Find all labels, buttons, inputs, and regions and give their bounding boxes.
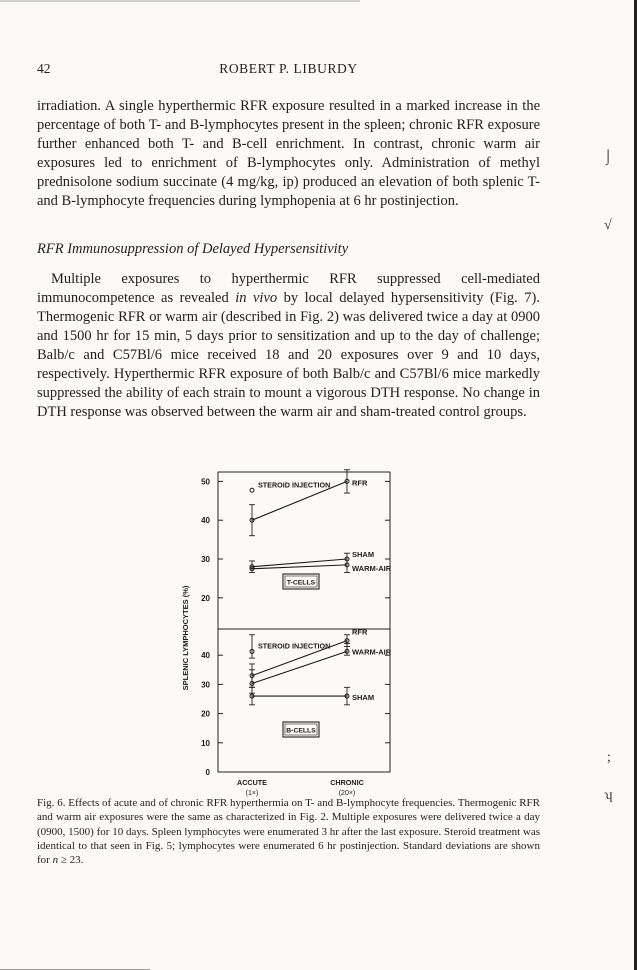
page-number: 42 — [37, 61, 51, 76]
panel-label: B-CELLS — [286, 727, 316, 735]
y-tick-label: 20 — [201, 709, 210, 719]
paragraph-2-text-b: by local delayed hypersensitivity (Fig. 7). Thermogenic RFR or warm air (described in Fig. 2) was delivered twice a day at 0900 and 1500 hr for 15 min, 5 days prior to sensitization and up to the day of challenge; Balb/c and C57Bl/6 mice received 18 and 20 exposures over 9 and 10 days, respectively. Hyperthermic RFR exposure of both Balb/c and C57Bl/6 mice markedly suppressed the ability of each strain to mount a vigorous DTH response. No change in DTH response was observed between the warm air and sham-treated control groups. — [37, 290, 540, 420]
y-tick-label: 0 — [205, 768, 210, 777]
series-label: SHAM — [352, 550, 375, 559]
y-tick-label: 10 — [201, 738, 210, 748]
caption-text-b: ≥ 23. — [58, 854, 84, 867]
caption-prefix: Fig. 6. — [37, 797, 66, 809]
caption-text-a: Effects of acute and of chronic RFR hyperthermia on T- and B-lymphocyte frequencies. Thermogenic RFR and warm air exposures were the same as characterized in Fig. 2. Multiple exposures were delivered twice a day (0900, 1500) for 10 days. Spleen lymphocytes were enumerated 3 hr after the last exposure. Steroid treatment was identical to that seen in Fig. 5; lymphocytes were enumerated 6 hr postinjection. Standard deviations are shown for — [37, 797, 540, 867]
x-tick-sublabel: (1×) — [245, 790, 259, 797]
figure-6 — [170, 468, 410, 808]
series-line — [252, 651, 347, 683]
series-label: SHAM — [352, 693, 375, 703]
series-label: WARM-AIR — [352, 563, 392, 573]
figure-caption — [37, 796, 540, 867]
steroid-annotation: STEROID INJECTION — [258, 480, 331, 490]
steroid-point — [250, 488, 254, 492]
paragraph-2-text-a: Multiple exposures to hyperthermic RFR suppressed cell-mediated immunocompetence as revealed — [37, 271, 540, 306]
margin-mark-3: ; — [607, 750, 611, 765]
margin-mark-4: ʮ — [604, 788, 613, 803]
y-tick-label: 30 — [201, 680, 210, 690]
series-label: RFR — [352, 627, 368, 637]
margin-mark-2: √ — [604, 218, 612, 233]
y-tick-label: 40 — [201, 651, 210, 661]
y-tick-label: 30 — [201, 555, 210, 564]
paragraph-1: irradiation. A single hyperthermic RFR exposure resulted in a marked increase in the percentage of both T- and B-lymphocytes present in the spleen; chronic RFR exposure further enhanced both T- and B-cell enrichment. In contrast, chronic warm air exposures led to enrichment of B-lymphocytes only. Administration of methyl prednisolone sodium succinate (4 mg/kg, ip) produced an elevation of both splenic T- and B-lymphocyte frequencies during lymphopenia at 6 hr postinjection. — [37, 98, 540, 209]
scan-top-edge — [0, 0, 360, 2]
x-tick-sublabel: (20×) — [338, 790, 356, 797]
caption-n: n — [52, 854, 59, 867]
series-label: RFR — [352, 478, 368, 488]
y-tick-label: 40 — [201, 516, 210, 526]
margin-mark-1: ⌡ — [604, 150, 613, 165]
running-title: ROBERT P. LIBURDY — [219, 61, 358, 76]
y-tick-label: 20 — [201, 593, 210, 603]
series-label: WARM-AIR — [352, 647, 392, 657]
y-tick-label: 50 — [201, 477, 210, 487]
figure-6-chart — [170, 468, 410, 798]
page-header — [37, 61, 540, 81]
panel-label: T-CELLS — [286, 579, 316, 587]
paragraph-2 — [37, 270, 540, 422]
x-tick-label: CHRONIC — [330, 778, 364, 787]
y-axis-label: SPLENIC LYMPHOCYTES (%) — [181, 585, 190, 691]
x-tick-label: ACCUTE — [237, 778, 267, 787]
section-subheading: RFR Immunosuppression of Delayed Hypersensitivity — [37, 241, 349, 257]
steroid-annotation: STEROID INJECTION — [258, 641, 331, 651]
paragraph-2-italic: in vivo — [235, 290, 278, 306]
